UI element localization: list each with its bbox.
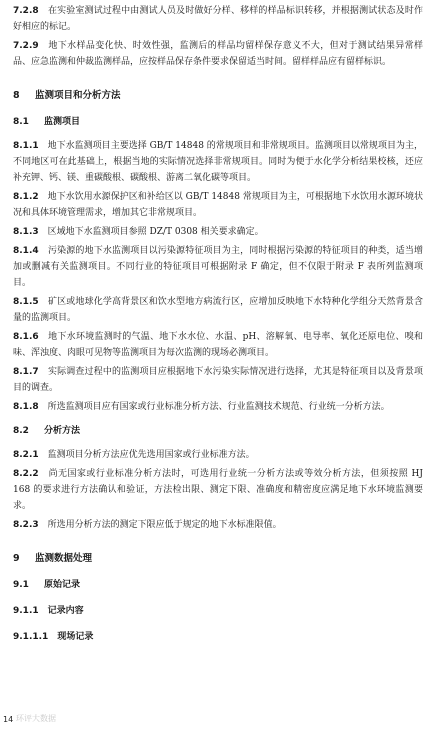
heading-number: 9: [13, 553, 20, 564]
clause-text: 地下水样品变化快、时效性强，监测后的样品均留样保存意义不大，但对于测试结果异常样品、应急监测和仲裁监测样品，应按样品保存条件要求保留适当时间。留样样品应有留样标识。: [13, 41, 423, 67]
clause-number: 8.2.2: [13, 469, 39, 479]
clause-number: 7.2.9: [13, 41, 39, 51]
clause-8-1-3: [13, 224, 423, 240]
section-heading-9-1-1: [13, 603, 423, 619]
clause-text: 地下水饮用水源保护区和补给区以 GB/T 14848 常规项目为主，可根据地下水饮用水源环境状况和具体环境管理需求，增加其它非常规项目。: [13, 192, 423, 218]
watermark-text: 环评大数据: [16, 714, 56, 723]
clause-number: 8.2.1: [13, 450, 39, 460]
clause-number: 8.1.1: [13, 141, 39, 151]
clause-text: 地下水环境监测时的气温、地下水水位、水温、pH、溶解氧、电导率、氧化还原电位、嗅和味、浑浊度、肉眼可见物等监测项目为每次监测的现场必测项目。: [13, 332, 423, 358]
clause-number: 8.1.3: [13, 227, 39, 237]
clause-text: 污染源的地下水监测项目以污染源特征项目为主，同时根据污染源的特征项目的种类，适当增加或删减有关监测项目。不同行业的特征项目可根据附录 F 确定，但不仅限于附录 F 表所列监测项目。: [13, 246, 423, 288]
heading-number: 8.2: [13, 426, 29, 436]
clause-7-2-9: [13, 38, 423, 70]
heading-title: 分析方法: [44, 426, 81, 436]
clause-8-2-1: [13, 447, 423, 463]
clause-8-2-2: [13, 466, 423, 514]
section-heading-8-2: [13, 423, 423, 439]
clause-8-2-3: [13, 517, 423, 533]
clause-number: 7.2.8: [13, 6, 39, 16]
clause-number: 8.2.3: [13, 520, 39, 530]
clause-7-2-8: [13, 3, 423, 35]
clause-8-1-5: [13, 294, 423, 326]
clause-number: 8.1.8: [13, 402, 39, 412]
heading-title: 记录内容: [47, 606, 84, 616]
heading-title: 监测数据处理: [35, 553, 93, 564]
heading-number: 9.1: [13, 580, 29, 590]
clause-text: 尚无国家或行业标准分析方法时，可选用行业统一分析方法或等效分析方法，但须按照 HJ 168 的要求进行方法确认和验证，方法检出限、测定下限、准确度和精密度应满足地下水环境监测要求。: [13, 469, 423, 511]
clause-8-1-7: [13, 364, 423, 396]
clause-number: 8.1.4: [13, 246, 39, 256]
clause-8-1-6: [13, 329, 423, 361]
clause-number: 8.1.2: [13, 192, 39, 202]
clause-number: 8.1.5: [13, 297, 39, 307]
clause-text: 监测项目分析方法应优先选用国家或行业标准方法。: [47, 450, 255, 460]
clause-text: 矿区或地球化学高背景区和饮水型地方病流行区，应增加反映地下水特种化学组分天然背景含量的监测项目。: [13, 297, 423, 323]
section-heading-8-1: [13, 114, 423, 130]
clause-text: 实际调查过程中的监测项目应根据地下水污染实际情况进行选择，尤其是特征项目以及背景项目的调查。: [13, 367, 423, 393]
clause-8-1-4: [13, 243, 423, 291]
heading-title: 监测项目: [44, 117, 81, 127]
clause-8-1-8: [13, 399, 423, 415]
section-heading-9: [13, 551, 423, 567]
heading-number: 9.1.1.1: [13, 632, 49, 642]
clause-number: 8.1.7: [13, 367, 39, 377]
page-number: 14: [3, 715, 14, 724]
clause-number: 8.1.6: [13, 332, 39, 342]
clause-8-1-1: [13, 138, 423, 186]
heading-title: 原始记录: [44, 580, 81, 590]
clause-text: 地下水监测项目主要选择 GB/T 14848 的常规项目和非常规项目。监测项目以常规项目为主，不同地区可在此基础上，根据当地的实际情况选择非常规项目。同时为便于水化学分析结果校核，还应补充钾、钙、镁、重碳酸根、碳酸根、游离二氧化碳等项目。: [13, 141, 423, 183]
clause-text: 所选监测项目应有国家或行业标准分析方法、行业监测技术规范、行业统一分析方法。: [47, 402, 390, 412]
heading-title: 现场记录: [57, 632, 94, 642]
heading-title: 监测项目和分析方法: [35, 90, 121, 101]
clause-text: 在实验室测试过程中由测试人员及时做好分样、移样的样品标识转移，并根据测试状态及时作好相应的标记。: [13, 6, 423, 32]
section-heading-8: [13, 88, 423, 104]
heading-number: 8.1: [13, 117, 29, 127]
clause-text: 所选用分析方法的测定下限应低于规定的地下水标准限值。: [47, 520, 282, 530]
clause-text: 区域地下水监测项目参照 DZ/T 0308 相关要求确定。: [47, 227, 264, 237]
document-page: [13, 3, 423, 653]
heading-number: 9.1.1: [13, 606, 39, 616]
section-heading-9-1: [13, 577, 423, 593]
section-heading-9-1-1-1: [13, 629, 423, 645]
heading-number: 8: [13, 90, 20, 101]
clause-8-1-2: [13, 189, 423, 221]
